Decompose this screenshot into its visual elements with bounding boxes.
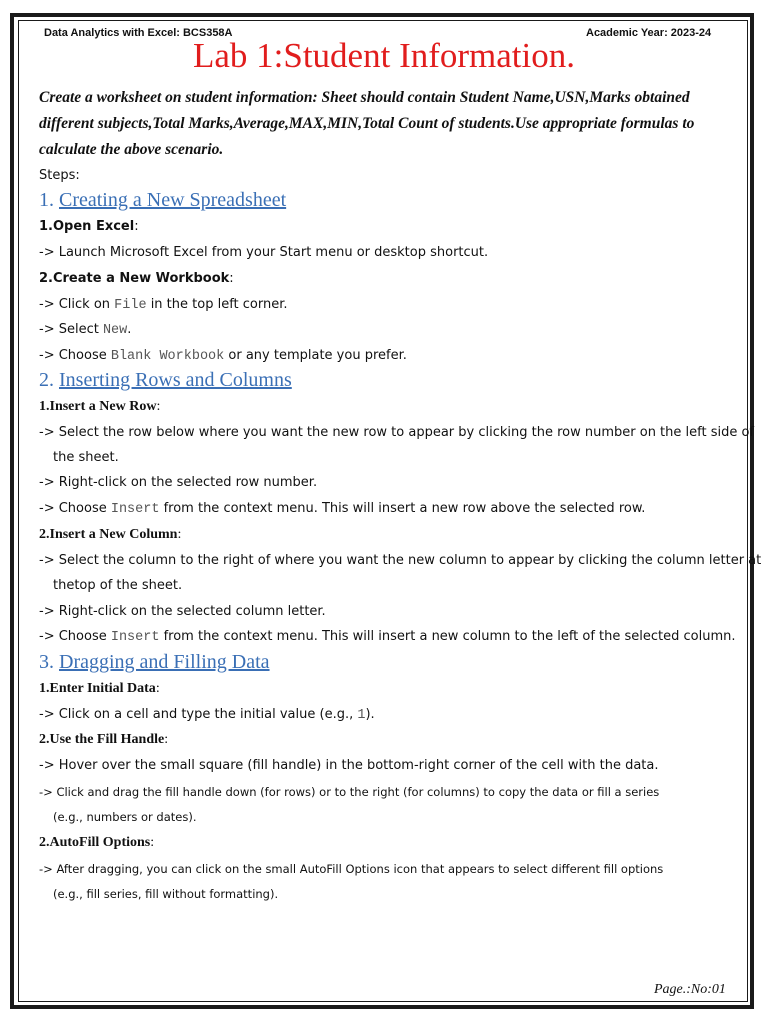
header-academic-year: Academic Year: 2023-24: [586, 27, 712, 39]
s1-select-new-line: -> Select New.: [39, 322, 132, 338]
s3-fill-line-1: -> Hover over the small square (fill handle) in the bottom-right corner of the cell with the data.: [39, 758, 659, 773]
s3-enter-data: 1.Enter Initial Data:: [39, 681, 160, 696]
page-title: Lab 1:Student Information.: [192, 36, 575, 75]
section-3-heading: 3. Dragging and Filling Data: [39, 651, 270, 673]
s3-fill-handle: 2.Use the Fill Handle:: [39, 732, 169, 747]
steps-label: Steps:: [39, 168, 80, 183]
s3-autofill-line-1: -> After dragging, you can click on the small AutoFill Options icon that appears to select different fill options: [39, 862, 664, 876]
intro-line-2: different subjects,Total Marks,Average,MAX,MIN,Total Count of students.Use appropriate formulas to: [39, 115, 695, 132]
s2-col-line-1: -> Select the column to the right of where you want the new column to appear by clicking the column letter at: [39, 553, 762, 568]
header-course: Data Analytics with Excel: BCS358A: [44, 27, 233, 39]
s3-fill-line-2b: (e.g., numbers or dates).: [53, 810, 197, 824]
s2-row-line-2: -> Right-click on the selected row number.: [39, 475, 318, 490]
s3-enter-line: -> Click on a cell and type the initial value (e.g., 1).: [39, 707, 375, 723]
intro-line-1: Create a worksheet on student information: Sheet should contain Student Name,USN,Marks obtained: [39, 89, 690, 106]
section-1-heading: 1. Creating a New Spreadsheet: [39, 189, 287, 211]
s2-col-line-1b: thetop of the sheet.: [53, 578, 183, 593]
section-2-heading: 2. Inserting Rows and Columns: [39, 369, 292, 391]
s1-launch-line: -> Launch Microsoft Excel from your Start menu or desktop shortcut.: [39, 245, 489, 260]
intro-line-3: calculate the above scenario.: [39, 141, 224, 158]
s1-choose-blank-line: -> Choose Blank Workbook or any template you prefer.: [39, 348, 407, 364]
s2-row-line-1: -> Select the row below where you want the new row to appear by clicking the row number on the left side of: [39, 425, 755, 440]
s2-insert-row: 1.Insert a New Row:: [39, 399, 161, 414]
page-number: Page.:No:01: [654, 982, 726, 997]
s2-col-line-2: -> Right-click on the selected column letter.: [39, 604, 326, 619]
s2-insert-column: 2.Insert a New Column:: [39, 527, 182, 542]
s2-col-line-3: -> Choose Insert from the context menu. This will insert a new column to the left of the selected column.: [39, 629, 736, 645]
s3-autofill-line-1b: (e.g., fill series, fill without formatting).: [53, 887, 279, 901]
s3-fill-line-2: -> Click and drag the fill handle down (for rows) or to the right (for columns) to copy the data or fill a series: [39, 785, 660, 799]
s1-click-file-line: -> Click on File in the top left corner.: [39, 297, 288, 313]
s1-create-workbook: 2.Create a New Workbook:: [39, 271, 234, 286]
s2-row-line-3: -> Choose Insert from the context menu. This will insert a new row above the selected row.: [39, 501, 646, 517]
s3-autofill-options: 2.AutoFill Options:: [39, 835, 155, 850]
s1-open-excel: 1.Open Excel:: [39, 219, 139, 234]
s2-row-line-1b: the sheet.: [53, 450, 119, 465]
